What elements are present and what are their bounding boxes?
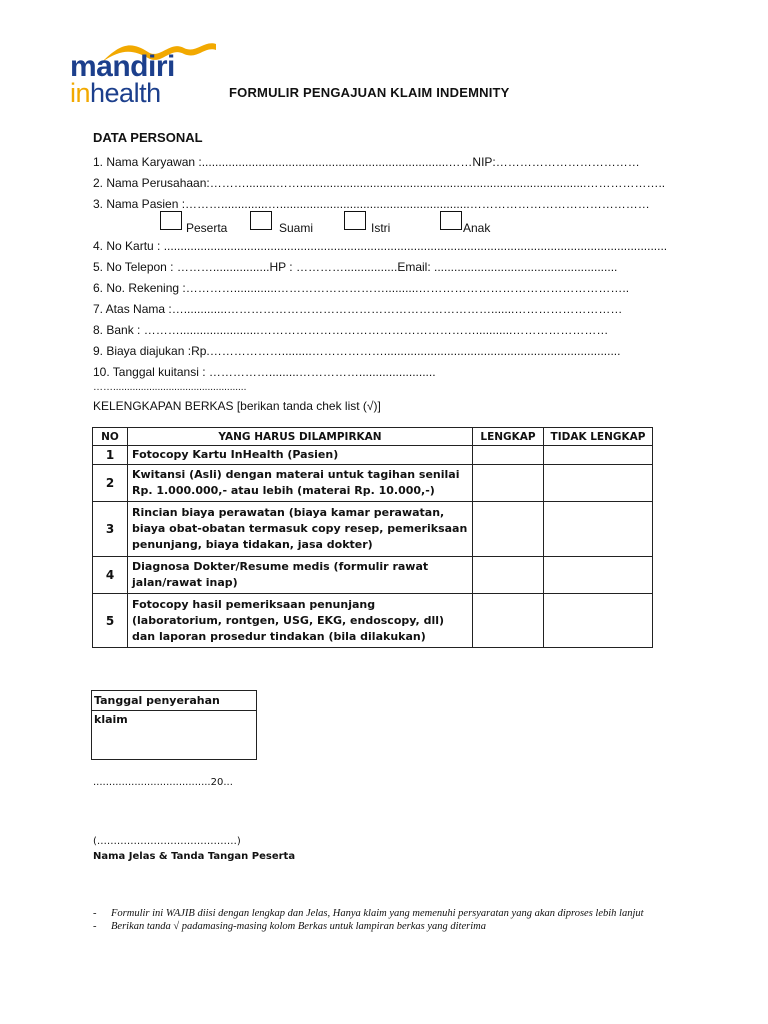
submission-date-box-title: Tanggal penyerahan klaim [92,691,256,711]
note-item [93,908,693,920]
field-atas-nama[interactable]: 7. Atas Nama :….............………………………………………………………….......……………………… [93,302,623,316]
row-desc: Diagnosa Dokter/Resume medis (formulir rawat jalan/rawat inap) [128,557,473,594]
logo-text-health: health [90,78,161,108]
field-no-rekening[interactable]: 6. No. Rekening :………….............………………………..........…………………………………………….. [93,281,630,295]
col-header-no: NO [93,428,128,446]
row-no: 4 [93,557,128,594]
note-text: Berikan tanda √ padamasing-masing kolom Berkas untuk lampiran berkas yang diterima [111,921,486,932]
table-row [93,446,653,465]
field-tanggal-kuitansi-continued[interactable]: ……................................................ [93,382,247,393]
cell-tidak-lengkap[interactable] [544,557,653,594]
note-item [93,921,693,933]
cell-lengkap[interactable] [473,446,544,465]
date-line[interactable]: .....................................20... [93,777,233,788]
row-desc: Kwitansi (Asli) dengan materai untuk tagihan senilai Rp. 1.000.000,- atau lebih (materai Rp. 10.000,-) [128,465,473,502]
label-peserta: Peserta [186,221,228,235]
table-row [93,502,653,557]
form-title: FORMULIR PENGAJUAN KLAIM INDEMNITY [229,85,510,100]
checkbox-anak[interactable] [440,211,462,230]
cell-tidak-lengkap[interactable] [544,594,653,648]
col-header-lengkap: LENGKAP [473,428,544,446]
field-no-kartu[interactable]: 4. No Kartu : ....................................................................................................................................................... [93,239,668,253]
logo-text-mandiri: mandiri [70,50,175,83]
logo-text-in: in [70,78,91,108]
row-no: 5 [93,594,128,648]
row-desc: Fotocopy Kartu InHealth (Pasien) [128,446,473,465]
logo-text-inhealth [70,80,161,107]
section-title-data-personal: DATA PERSONAL [93,130,203,145]
row-desc: Fotocopy hasil pemeriksaan penunjang (laboratorium, rontgen, USG, EKG, endoscopy, dll) dan laporan prosedur tindakan (bila dilakukan) [128,594,473,648]
table-header-row [93,428,653,446]
cell-tidak-lengkap[interactable] [544,502,653,557]
field-nama-karyawan[interactable]: 1. Nama Karyawan :..........................................................................……NIP:……………………………… [93,155,640,169]
table-row [93,557,653,594]
signature-line[interactable]: (……………………………………) [93,836,241,847]
table-row [93,594,653,648]
checkbox-peserta[interactable] [160,211,182,230]
row-no: 2 [93,465,128,502]
col-header-tidak-lengkap: TIDAK LENGKAP [544,428,653,446]
cell-tidak-lengkap[interactable] [544,446,653,465]
checkbox-istri[interactable] [344,211,366,230]
checkbox-suami[interactable] [250,211,272,230]
berkas-table [92,427,653,648]
cell-lengkap[interactable] [473,594,544,648]
col-header-dilampirkan: YANG HARUS DILAMPIRKAN [128,428,473,446]
field-tanggal-kuitansi[interactable]: 10. Tanggal kuitansi : …………….........……………....................... [93,365,436,379]
cell-tidak-lengkap[interactable] [544,465,653,502]
row-desc: Rincian biaya perawatan (biaya kamar perawatan, biaya obat-obatan termasuk copy resep, pemeriksaan penunjang, biaya tidakan, jasa dokter) [128,502,473,557]
label-istri: Istri [371,221,391,235]
signature-label: Nama Jelas & Tanda Tangan Peserta [93,851,296,862]
mandiri-inhealth-logo [62,38,222,110]
label-suami: Suami [279,221,314,235]
row-no: 3 [93,502,128,557]
cell-lengkap[interactable] [473,465,544,502]
kelengkapan-berkas-heading: KELENGKAPAN BERKAS [berikan tanda chek list (√)] [93,399,381,413]
bullet-dash: - [93,921,97,932]
field-bank[interactable]: 8. Bank : ………........................………………………………………………...........…………………… [93,323,609,337]
patient-type-options [160,211,560,235]
submission-date-input-area[interactable] [92,711,256,759]
field-nama-pasien[interactable]: 3. Nama Pasien :………..............….........................................................……………………………………… [93,197,650,211]
field-biaya-diajukan[interactable]: 9. Biaya diajukan :Rp.……………….........………………....................................................................... [93,344,621,358]
cell-lengkap[interactable] [473,502,544,557]
row-no: 1 [93,446,128,465]
submission-date-box [91,690,257,760]
note-text: Formulir ini WAJIB diisi dengan lengkap dan Jelas, Hanya klaim yang memenuhi persyaratan yang akan diproses lebih lanjut [111,908,644,919]
cell-lengkap[interactable] [473,557,544,594]
notes-list [93,908,693,934]
field-no-telepon[interactable]: 5. No Telepon : ……….................HP : …………................Email: ....................................................... [93,260,618,274]
field-nama-perusahaan[interactable]: 2. Nama Perusahaan:……….........……......................................................................................……………….. [93,176,666,190]
label-anak: Anak [463,221,491,235]
bullet-dash: - [93,908,97,919]
table-row [93,465,653,502]
